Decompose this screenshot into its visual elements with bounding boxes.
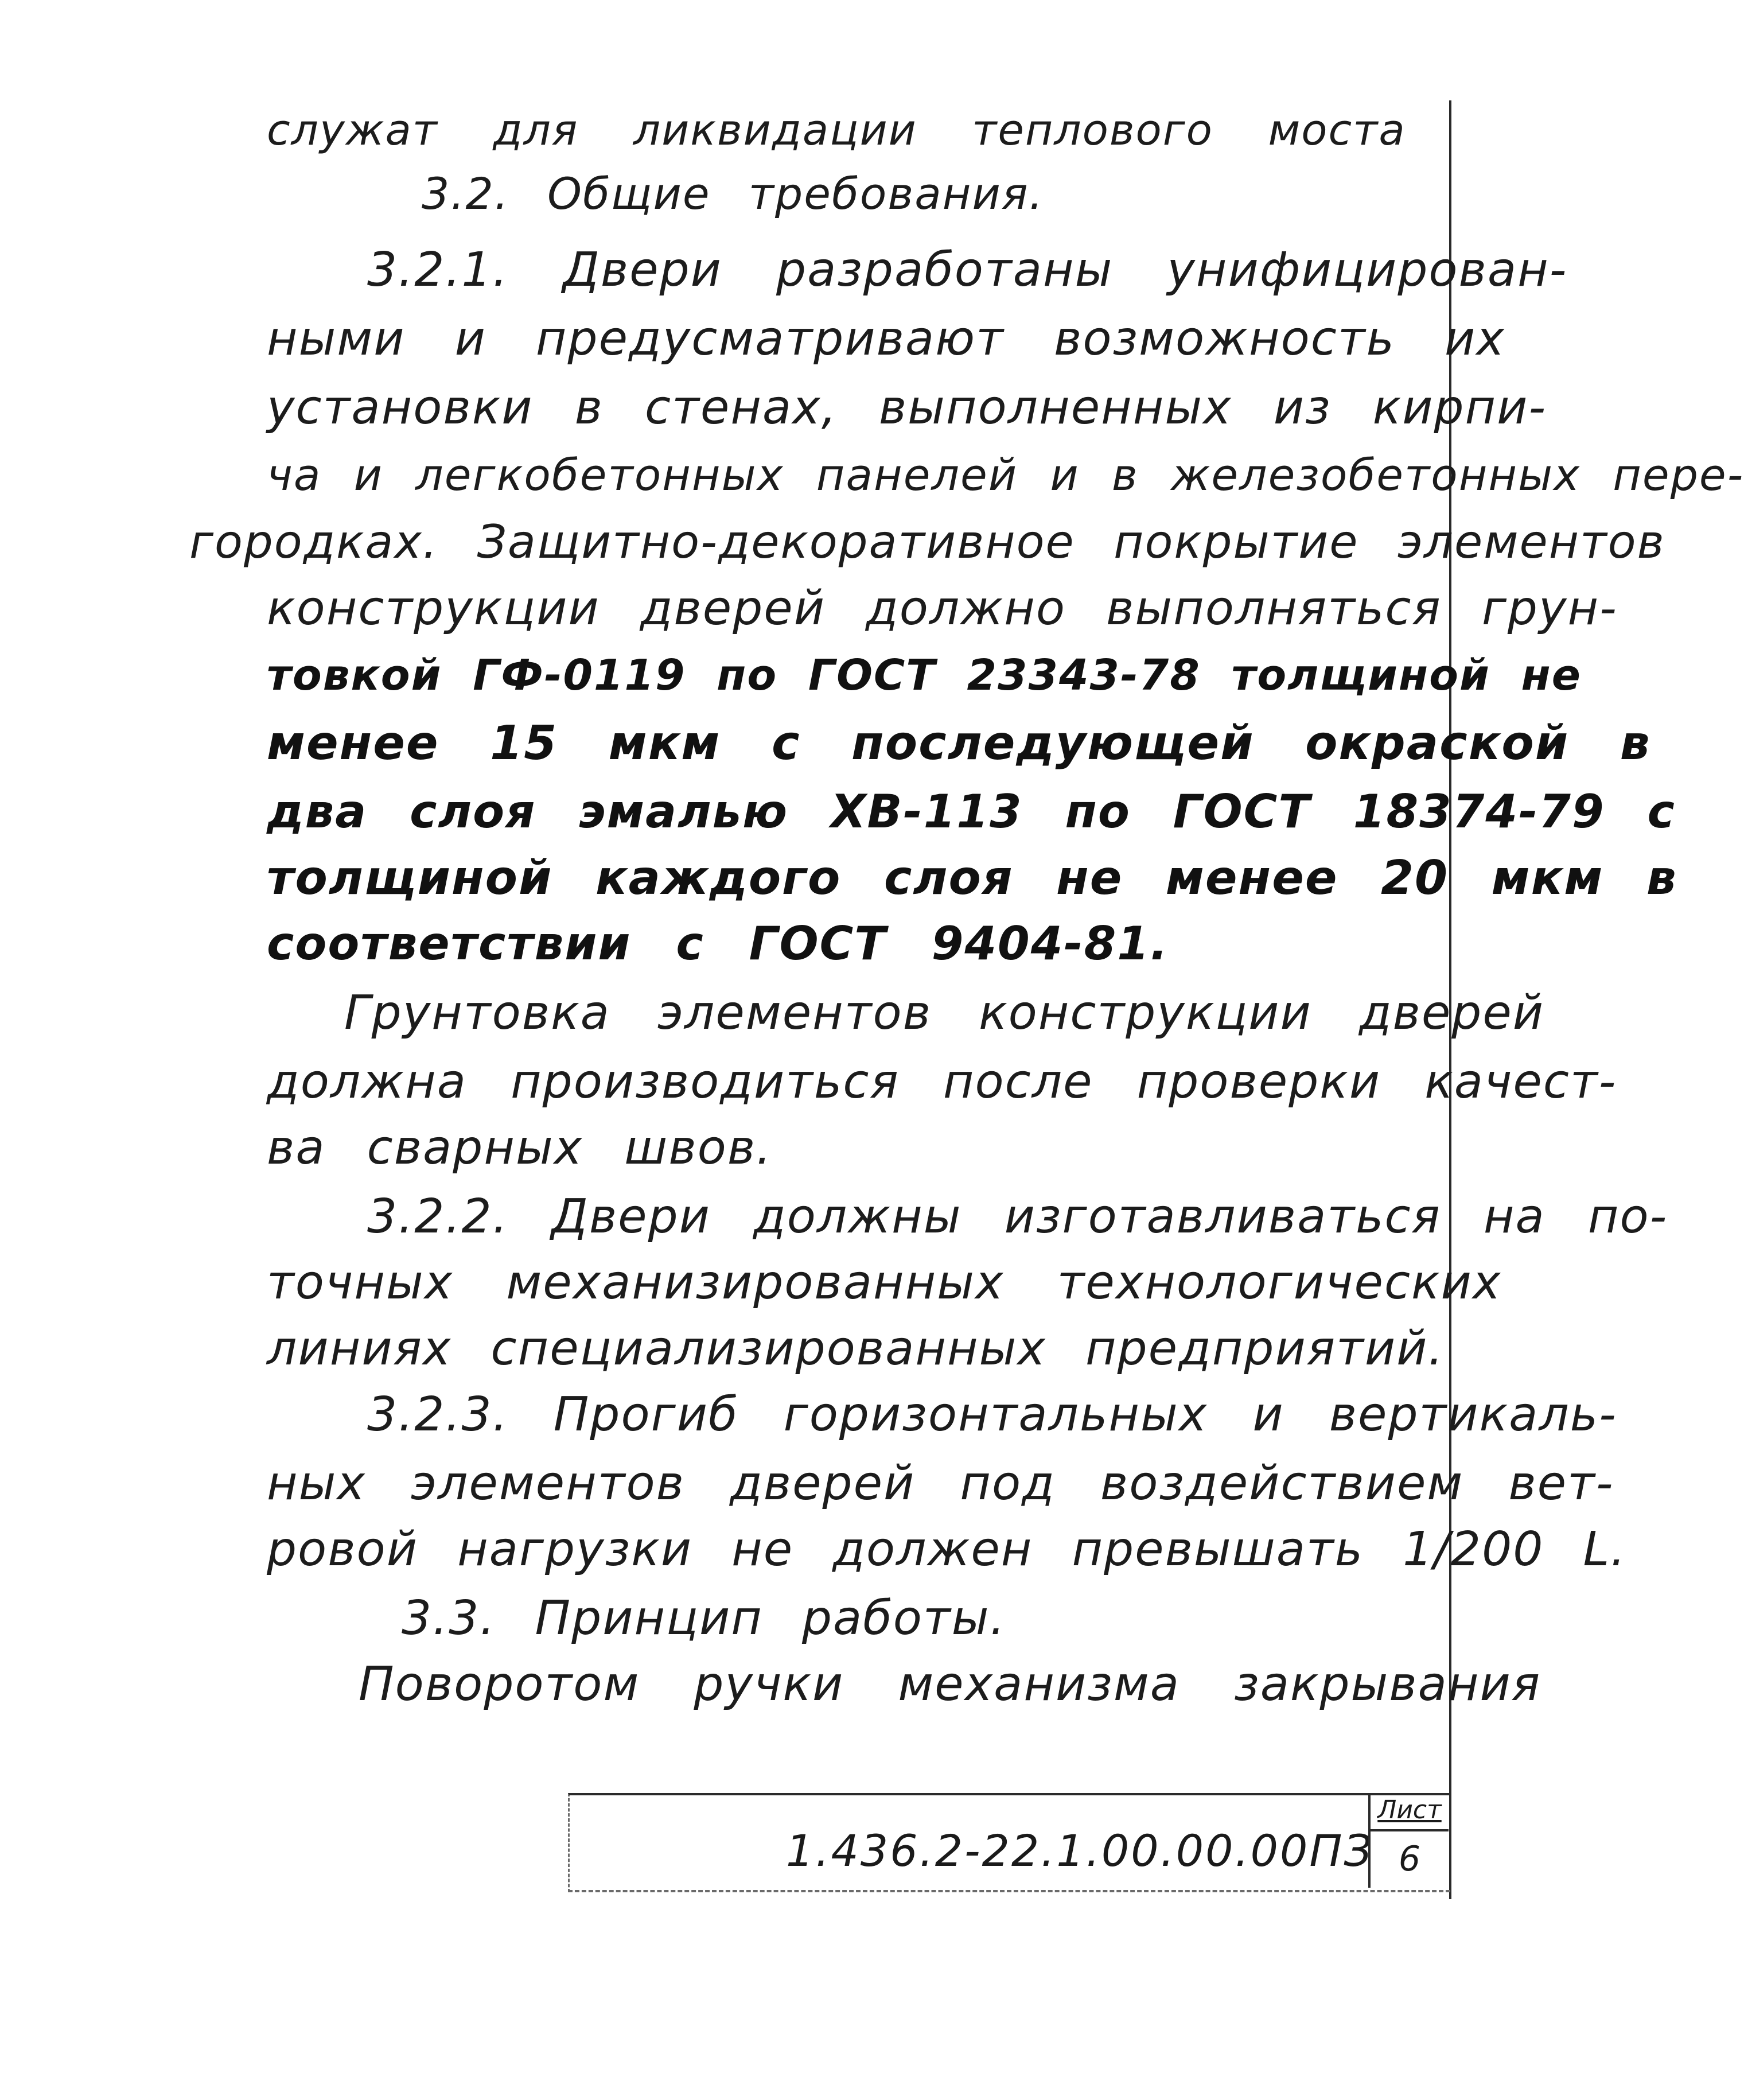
document-code: 1.436.2-22.1.00.00.00ПЗ: [786, 1825, 1374, 1876]
text-line-16: ва сварных швов.: [267, 1121, 773, 1175]
text-line-9: товкой ГФ-0119 по ГОСТ 23343-78 толщиной не: [267, 651, 1582, 700]
text-line-17: 3.2.2. Двери должны изготавливаться на по-: [367, 1189, 1668, 1244]
text-line-11: два слоя эмалью ХВ-113 по ГОСТ 18374-79 с: [267, 785, 1676, 838]
text-line-15: должна производиться после проверки качест-: [267, 1055, 1617, 1109]
sheet-number: 6: [1398, 1839, 1421, 1879]
text-line-21: ных элементов дверей под воздействием вет-: [267, 1456, 1614, 1511]
text-line-6: ча и легкобетонных панелей и в железобетонных пере-: [267, 449, 1744, 500]
sheet-label: Лист: [1377, 1795, 1442, 1825]
text-line-14: Грунтовка элементов конструкции дверей: [344, 986, 1545, 1040]
text-line-8: конструкции дверей должно выполняться грун-: [267, 581, 1618, 636]
section-heading-3-3: 3.3. Принцип работы.: [402, 1591, 1006, 1646]
text-line-1: служат для ликвидации теплового моста: [267, 106, 1406, 155]
section-heading-3-2: 3.2. Общие требования.: [422, 168, 1044, 219]
text-line-13: соответствии с ГОСТ 9404-81.: [267, 917, 1169, 970]
text-line-18: точных механизированных технологических: [267, 1255, 1502, 1310]
text-line-5: установки в стенах, выполненных из кирпи-: [267, 380, 1547, 435]
text-line-19: линиях специализированных предприятий.: [267, 1321, 1445, 1376]
text-line-22: ровой нагрузки не должен превышать 1/200 L.: [267, 1522, 1627, 1577]
text-line-20: 3.2.3. Прогиб горизонтальных и вертикаль-: [367, 1387, 1617, 1442]
text-line-4: ными и предусматривают возможность их: [267, 312, 1505, 366]
sheet-number-divider: [1368, 1829, 1449, 1831]
text-line-7: городках. Защитно-декоративное покрытие элементов: [189, 515, 1665, 569]
text-line-12: толщиной каждого слоя не менее 20 мкм в: [267, 851, 1677, 905]
text-line-24: Поворотом ручки механизма закрывания: [359, 1657, 1541, 1712]
text-line-10: менее 15 мкм с последующей окраской в: [267, 716, 1651, 771]
text-line-3: 3.2.1. Двери разработаны унифицирован-: [367, 243, 1568, 297]
